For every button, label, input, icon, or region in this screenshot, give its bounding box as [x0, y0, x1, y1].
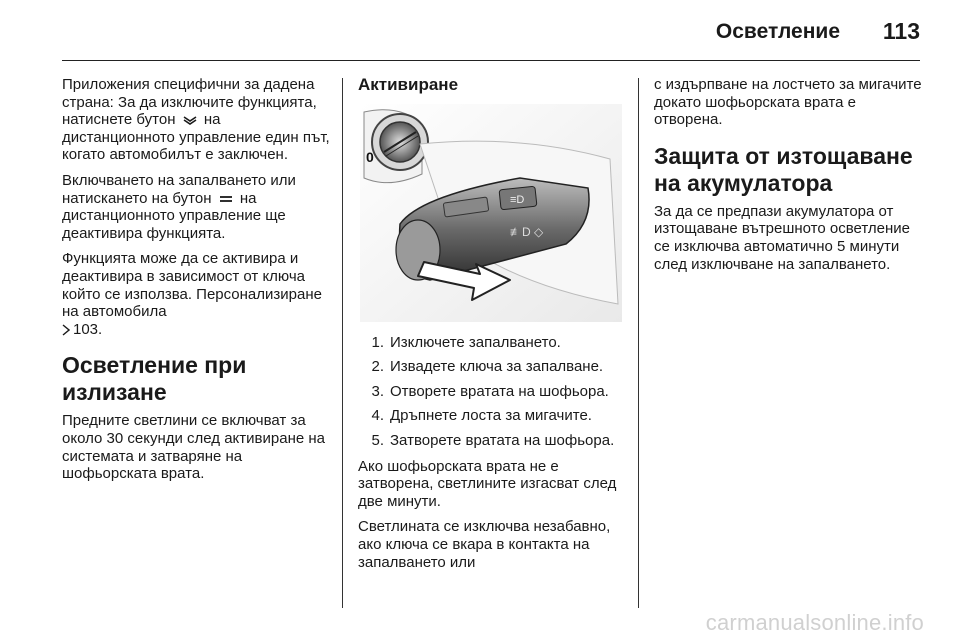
activation-steps: [358, 334, 630, 450]
watermark: carmanualsonline.info: [705, 610, 924, 635]
page-reference-arrow-icon: [62, 324, 70, 336]
heading-activation: Активиране: [358, 75, 459, 94]
list-item: 5. Затворете вратата на шофьора.: [371, 431, 615, 449]
page-header: [0, 0, 960, 60]
paragraph-door-open: Ако шофьорската врата не е затворена, светлините изгасват след две минути.: [358, 457, 617, 510]
column-divider-1: [342, 78, 343, 608]
paragraph-battery-protection: За да се предпази акумулатора от изтощаване вътрешното осветление се изключва автоматично 5 минути след изключване на запалването.: [654, 202, 910, 273]
paragraph-country-specific: Приложения специфични за дадена страна: За да изключите функцията, натиснете бутон на дистанционното управление един път, когато автомобилът е заключен.: [62, 76, 330, 164]
paragraph-switch-off: Светлината се изключва незабавно, ако ключа се вкара в контакта на запалването или: [358, 518, 611, 571]
column-divider-2: [638, 78, 639, 608]
paragraph-continued: с издърпване на лостчето за мигачите докато шофьорската врата е отворена.: [654, 76, 922, 129]
turn-signal-lever-illustration: [360, 104, 622, 322]
paragraph-exit-lighting: Предните светлини се включват за около 30 секунди след активиране на системата и затваряне на шофьорската врата.: [62, 412, 325, 483]
column-3: [654, 76, 926, 281]
heading-exit-lighting: Осветление при излизане: [62, 352, 247, 406]
paragraph-personalisation: Функцията може да се активира и деактивира в зависимост от ключа който се използва. Персонализиране на автомобила 103.: [62, 250, 322, 338]
paragraph-deactivate: Включването на запалването или натискането на бутон на дистанционното управление ще деактивира функцията.: [62, 171, 296, 242]
heading-battery-protection: Защита от изтощаване на акумулатора: [654, 142, 913, 196]
unlock-button-icon: [183, 115, 197, 125]
page-reference-link[interactable]: 103.: [73, 320, 103, 338]
section-title: Осветление: [715, 20, 840, 43]
list-item: 2. Извадете ключа за запалване.: [371, 358, 604, 376]
list-item: 3. Отворете вратата на шофьора.: [371, 382, 609, 400]
page-number: 113: [882, 18, 920, 44]
column-1: [62, 76, 334, 491]
svg-text:≢D ◇: ≢D ◇: [510, 224, 544, 239]
list-item: 4. Дръпнете лоста за мигачите.: [371, 407, 592, 425]
header-divider: [62, 60, 920, 61]
ignition-position-label: 0: [366, 148, 374, 165]
lock-button-icon: [219, 195, 233, 203]
list-item: 1. Изключете запалването.: [371, 333, 561, 351]
column-2: [358, 76, 630, 579]
svg-text:≡D: ≡D: [510, 193, 525, 206]
